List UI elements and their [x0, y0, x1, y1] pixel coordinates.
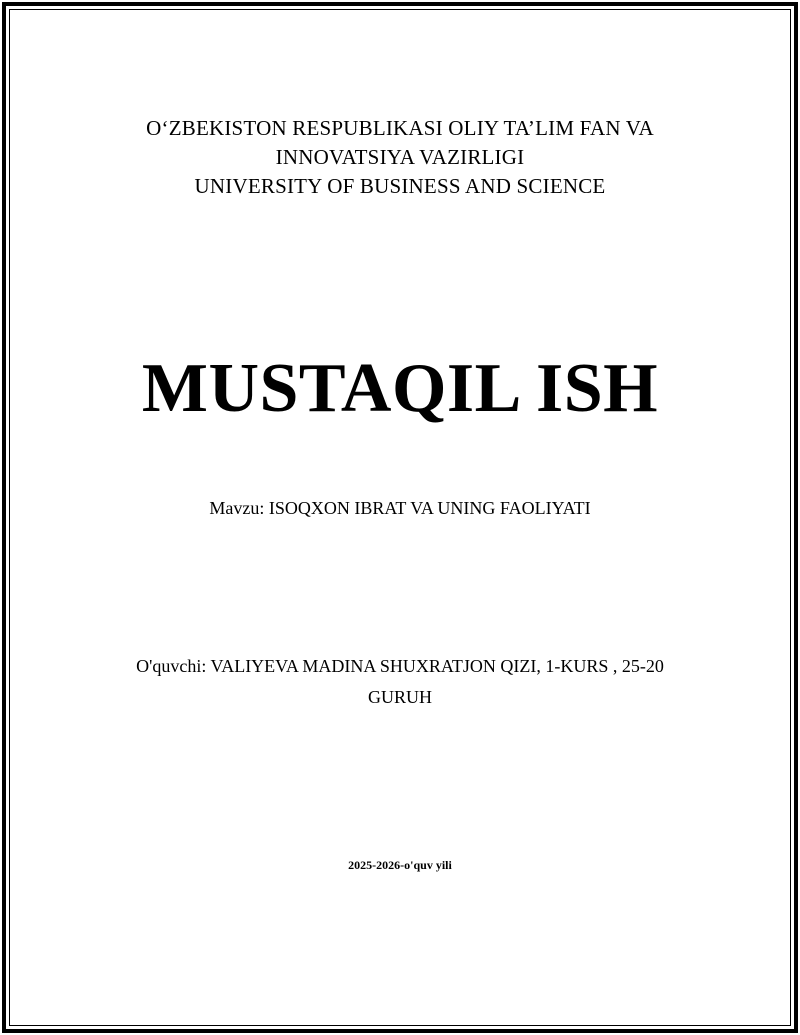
- ministry-header-line-1: OʻZBEKISTON RESPUBLIKASI OLIY TA’LIM FAN VA: [146, 116, 654, 140]
- ministry-header-line-2: INNOVATSIYA VAZIRLIGI: [275, 145, 525, 169]
- topic-line: Mavzu: ISOQXON IBRAT VA UNING FAOLIYATI: [209, 498, 591, 518]
- document-title: MUSTAQIL ISH: [141, 350, 659, 427]
- ministry-header: [0, 114, 800, 201]
- university-name-line: UNIVERSITY OF BUSINESS AND SCIENCE: [194, 174, 606, 198]
- academic-year: 2025-2026-o'quv yili: [348, 858, 452, 872]
- student-line: O'quvchi: VALIYEVA MADINA SHUXRATJON QIZI, 1-KURS , 25-20 GURUH: [136, 656, 664, 707]
